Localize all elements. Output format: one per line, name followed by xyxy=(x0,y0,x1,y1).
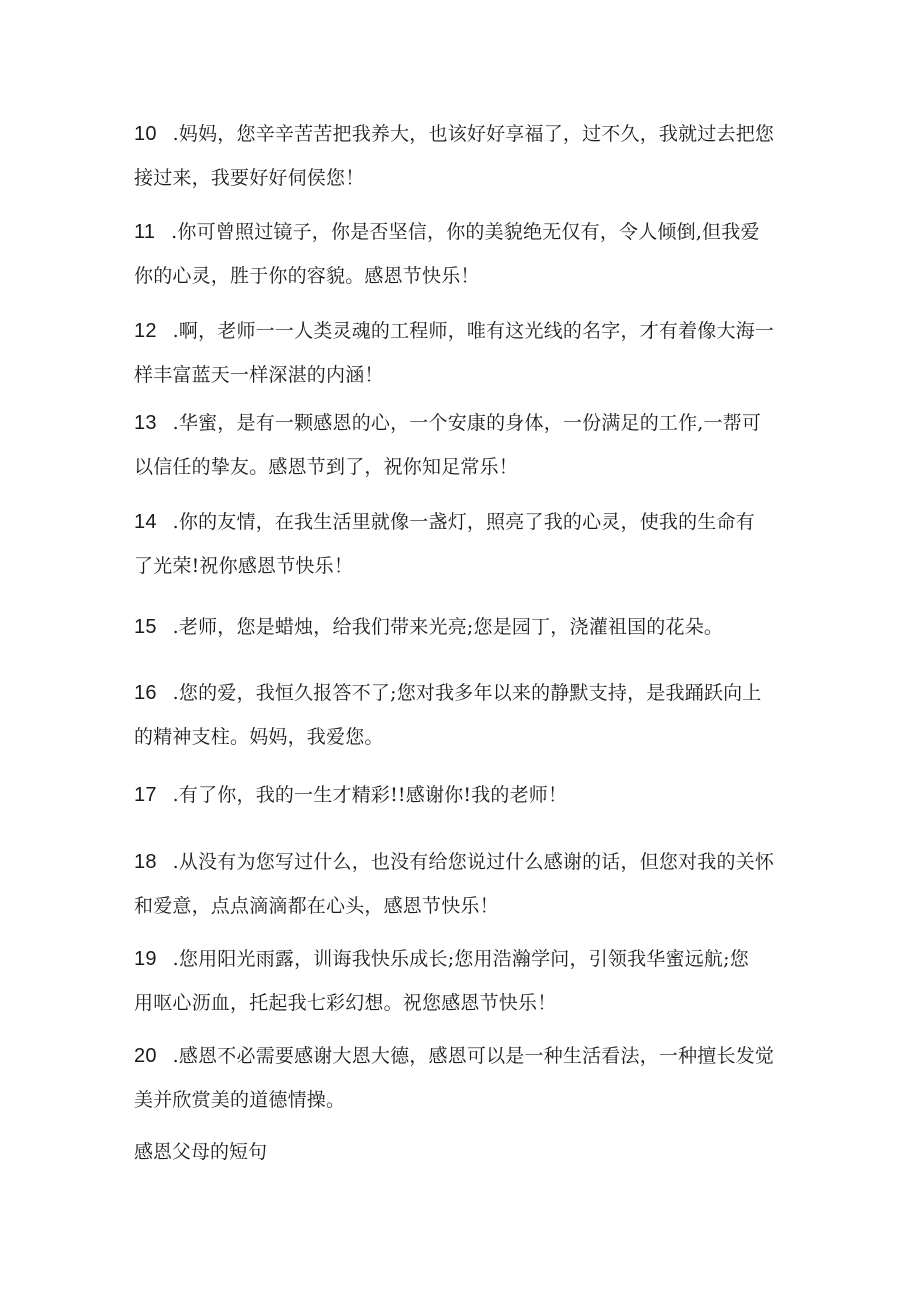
list-item-15 xyxy=(134,605,794,649)
item-text-line: .你可曾照过镜子，你是否坚信，你的美貌绝无仅有，令人倾倒,但我爱 xyxy=(171,221,760,243)
list-item-19 xyxy=(134,937,794,1025)
item-text-line: .您的爱，我恒久报答不了;您对我多年以来的静默支持，是我踊跃向上 xyxy=(172,682,762,704)
item-text-line: 了光荣!祝你感恩节快乐！ xyxy=(134,555,354,577)
item-text-line: .啊，老师一一人类灵魂的工程师，唯有这光线的名字，才有着像大海一 xyxy=(172,320,775,342)
list-item-12 xyxy=(134,309,794,397)
item-number: 11 xyxy=(134,221,156,243)
item-text-line: 用呕心沥血，托起我七彩幻想。祝您感恩节快乐！ xyxy=(134,992,557,1014)
item-number: 16 xyxy=(134,682,157,704)
item-number: 17 xyxy=(134,784,157,806)
item-text-line: .有了你，我的一生才精彩!!感谢你!我的老师！ xyxy=(172,784,568,806)
item-number: 10 xyxy=(134,123,157,145)
list-item-10 xyxy=(134,112,794,200)
item-text-line: .妈妈，您辛辛苦苦把我养大，也该好好享福了，过不久，我就过去把您 xyxy=(172,123,775,145)
item-number: 18 xyxy=(134,851,157,873)
item-text-line: 接过来，我要好好伺侯您！ xyxy=(134,167,365,189)
item-text-line: 和爱意，点点滴滴都在心头，感恩节快乐！ xyxy=(134,895,499,917)
list-item-20 xyxy=(134,1034,794,1122)
item-number: 19 xyxy=(134,948,157,970)
list-item-14 xyxy=(134,500,794,588)
item-text-line: 美并欣赏美的道德情操。 xyxy=(134,1089,346,1111)
item-text-line: .从没有为您写过什么，也没有给您说过什么感谢的话，但您对我的关怀 xyxy=(172,851,775,873)
item-number: 20 xyxy=(134,1045,157,1067)
list-item-17 xyxy=(134,773,794,817)
list-item-16 xyxy=(134,671,794,759)
item-text-line: 的精神支柱。妈妈，我爱您。 xyxy=(134,726,384,748)
item-text-line: .老师，您是蜡烛，给我们带来光亮;您是园丁，浇灌祖国的花朵。 xyxy=(172,616,724,638)
item-text-line: .您用阳光雨露，训诲我快乐成长;您用浩瀚学问，引领我华蜜远航;您 xyxy=(172,948,749,970)
item-text-line: 你的心灵，胜于你的容貌。感恩节快乐！ xyxy=(134,265,480,287)
item-number: 13 xyxy=(134,412,157,434)
section-title: 感恩父母的短句 xyxy=(134,1141,268,1163)
item-text-line: .你的友情，在我生活里就像一盏灯，照亮了我的心灵，使我的生命有 xyxy=(172,511,755,533)
list-item-11 xyxy=(134,210,794,298)
item-text-line: 样丰富蓝天一样深湛的内涵！ xyxy=(134,364,384,386)
item-number: 12 xyxy=(134,320,157,342)
list-item-18 xyxy=(134,840,794,928)
list-item-13 xyxy=(134,401,794,489)
item-text-line: .华蜜，是有一颗感恩的心，一个安康的身体，一份满足的工作,一帮可 xyxy=(172,412,762,434)
item-text-line: 以信任的挚友。感恩节到了，祝你知足常乐！ xyxy=(134,456,519,478)
item-number: 14 xyxy=(134,511,157,533)
item-number: 15 xyxy=(134,616,157,638)
item-text-line: .感恩不必需要感谢大恩大德，感恩可以是一种生活看法，一种擅长发觉 xyxy=(172,1045,775,1067)
